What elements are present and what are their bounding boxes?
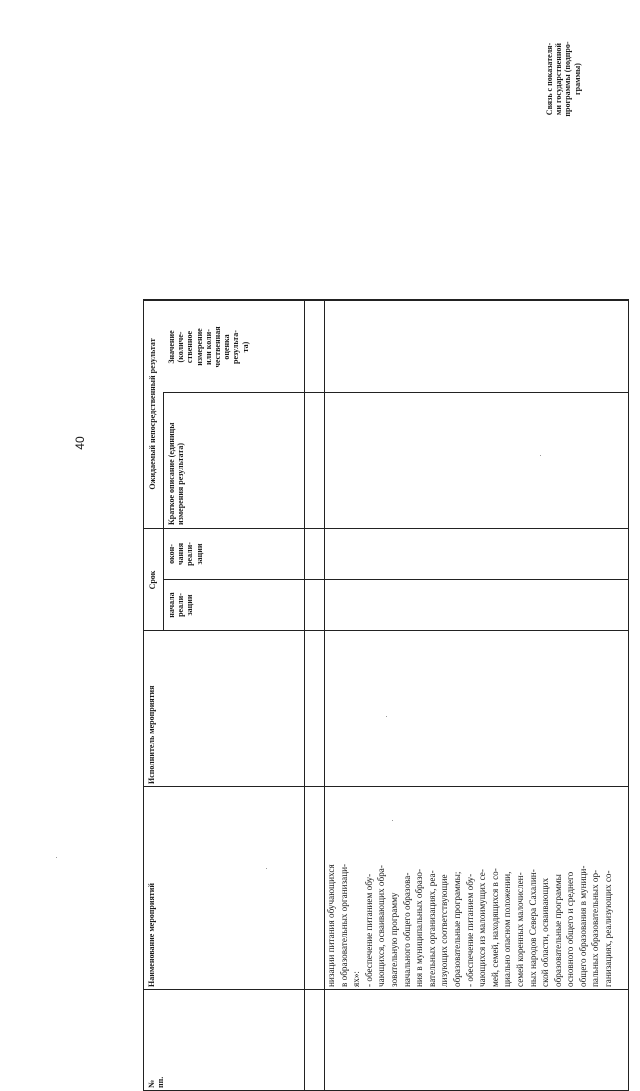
table-border-top: [143, 299, 144, 1091]
header-name: Наименование мероприятий: [147, 883, 156, 987]
col-divider: [163, 579, 629, 580]
header-result-value: Значение (количе- ственное измерение или коли- чественная оценка результа- та): [167, 326, 250, 368]
measure-description: низации питания обучающихся в образовательных организаци- ях»: - обеспечение питанием обу- чающихся, осваивающих обра- зовательную программу начального общего образова- ния в муниципальных образо- вательных организациях, реа- лизующих соответствующие образовательные программы; - обеспечение питанием обу- чающихся из малоимущих се- мей, семей, находящихся в со- циально опасном положении, семей коренных малочислен- ных народов Севера Сахалин- ской области, осваивающих образовательные программы основного общего и среднего общего образования в муници- пальных образовательных ор- ганизациях, реализующих со-: [326, 863, 614, 987]
subheader-rule: [163, 393, 164, 631]
header-result-description: Краткое описание (единицы измерения результата): [167, 422, 186, 525]
scan-speck: [56, 857, 57, 858]
header-bottom-rule: [304, 299, 305, 1091]
table-border-bottom: [628, 299, 629, 1091]
scan-speck: [266, 868, 267, 869]
scan-speck: [540, 455, 541, 456]
col-divider: [143, 528, 629, 529]
header-term-end: окон- чания реали- зации: [167, 542, 204, 566]
col-divider: [143, 786, 629, 787]
col-divider: [143, 630, 629, 631]
col-divider: [163, 392, 629, 393]
measures-table: [143, 299, 629, 1091]
scan-speck: [392, 820, 393, 821]
header-number: № пп.: [147, 1076, 166, 1088]
header-term: Срок: [148, 570, 157, 590]
scan-speck: [386, 716, 387, 717]
header-term-start: начала реали- зации: [167, 592, 195, 618]
header-link-indicators: Связь с показателя- ми государственной программы (подпро- граммы): [545, 41, 582, 117]
link-column-header-area: [545, 20, 637, 138]
col-divider: [143, 300, 629, 301]
header-expected-result: Ожидаемый непосредственный результат: [148, 338, 157, 490]
col-divider: [143, 989, 629, 990]
header-executor: Исполнитель мероприятия: [147, 685, 156, 784]
page-number: 40: [73, 436, 87, 450]
